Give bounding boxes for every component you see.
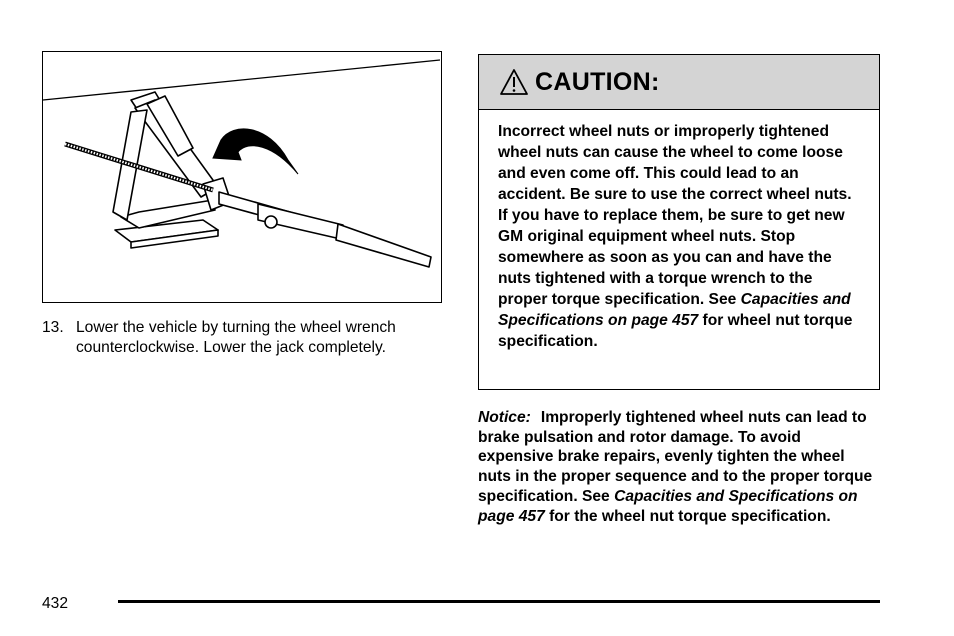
caution-reference-link[interactable]: Capacities and Specifications on page 457 bbox=[498, 291, 851, 329]
step-number: 13. bbox=[42, 319, 64, 336]
wrench-end bbox=[336, 224, 431, 267]
step-13 bbox=[42, 318, 422, 358]
warning-triangle-icon bbox=[499, 68, 529, 96]
caution-body-text: Incorrect wheel nuts or improperly tightened wheel nuts can cause the wheel to come loose and even come off. This could lead to an accident. Be sure to use the correct wheel nuts. If you have to replace them, be sure to get new GM original equipment wheel nuts. Stop somewhere as soon as you can and have the nuts tightened with a torque wrench to the proper torque specification. See bbox=[498, 123, 852, 308]
caution-box bbox=[478, 54, 880, 390]
footer-rule bbox=[118, 600, 880, 603]
caution-body-end: for wheel nut torque specification. bbox=[498, 312, 853, 350]
wrench-joint bbox=[265, 216, 277, 228]
scissor-jack-drawing bbox=[43, 52, 440, 301]
step-text: Lower the vehicle by turning the wheel wrench counterclockwise. Lower the jack completely. bbox=[76, 319, 396, 356]
caution-title: CAUTION: bbox=[535, 67, 660, 96]
vehicle-underside-line bbox=[43, 60, 440, 100]
notice-reference-link[interactable]: Capacities and Specifications on page 457 bbox=[478, 487, 858, 525]
caution-header bbox=[479, 55, 879, 110]
notice-paragraph bbox=[478, 408, 878, 526]
notice-text: Improperly tightened wheel nuts can lead to brake pulsation and rotor damage. To avoid expensive brake repairs, evenly tighten the wheel nuts in the proper sequence and to the proper torque specification. See bbox=[478, 409, 873, 505]
counterclockwise-arrow-icon bbox=[213, 129, 298, 174]
page-number: 432 bbox=[42, 595, 69, 612]
notice-label: Notice: bbox=[478, 409, 531, 426]
notice-text-end: for the wheel nut torque specification. bbox=[549, 507, 831, 525]
caution-text bbox=[479, 110, 879, 352]
jack-illustration bbox=[42, 51, 442, 303]
